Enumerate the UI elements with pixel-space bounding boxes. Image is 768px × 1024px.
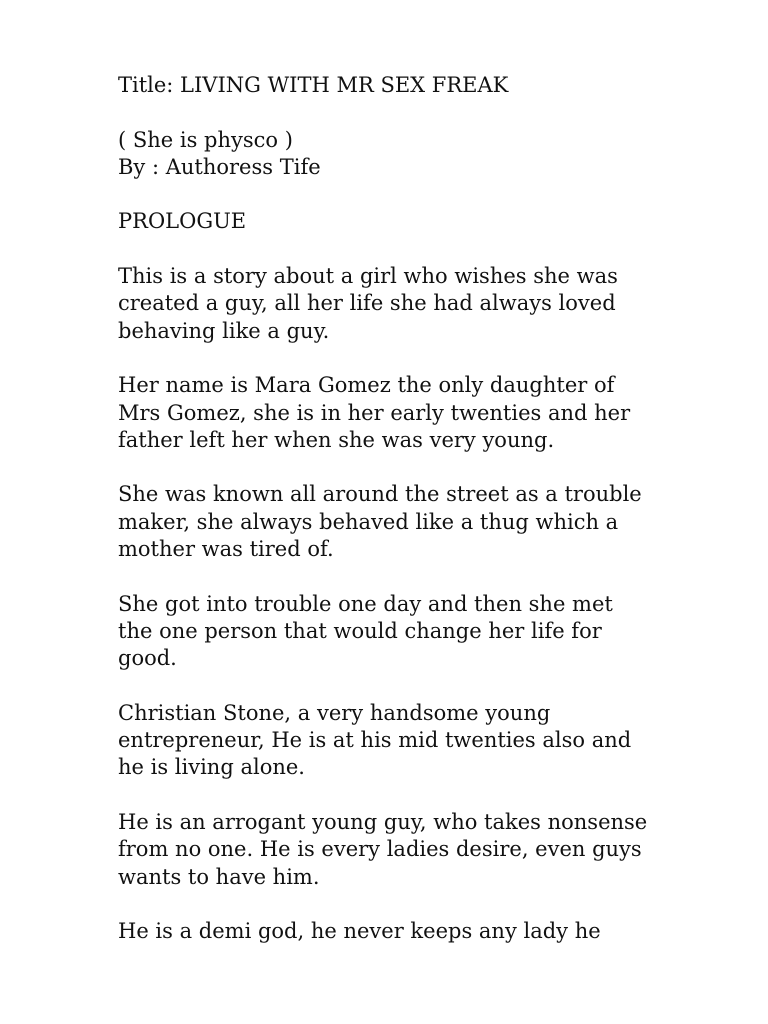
paragraph-line: mother was tired of. xyxy=(118,537,334,562)
paragraph-line: She was known all around the street as a trouble xyxy=(118,482,642,507)
paragraph-line: She got into trouble one day and then she met xyxy=(118,591,613,616)
paragraph-line: he is living alone. xyxy=(118,755,305,780)
paragraph-line: behaving like a guy. xyxy=(118,318,330,343)
paragraph xyxy=(118,700,678,782)
paragraph xyxy=(118,263,678,345)
paragraph xyxy=(118,591,678,673)
paragraph xyxy=(118,918,678,945)
paragraph xyxy=(118,372,678,454)
document-page xyxy=(118,72,678,973)
document-title: Title: LIVING WITH MR SEX FREAK xyxy=(118,73,509,97)
paragraph-line: good. xyxy=(118,646,177,671)
section-heading: PROLOGUE xyxy=(118,209,247,234)
section-heading-block xyxy=(118,208,678,235)
paragraph-line: Mrs Gomez, she is in her early twenties and her xyxy=(118,400,631,425)
paragraph-line: from no one. He is every ladies desire, even guys xyxy=(118,837,642,862)
paragraph xyxy=(118,809,678,891)
title-block xyxy=(118,72,678,99)
paragraph-line: maker, she always behaved like a thug which a xyxy=(118,509,619,534)
paragraph-line: entrepreneur, He is at his mid twenties also and xyxy=(118,728,632,753)
document-subtitle: ( She is physco ) xyxy=(118,127,293,152)
paragraph-line: wants to have him. xyxy=(118,864,320,889)
paragraph-line: father left her when she was very young. xyxy=(118,427,555,452)
paragraph-line: This is a story about a girl who wishes she was xyxy=(118,264,618,289)
paragraph-line: Her name is Mara Gomez the only daughter of xyxy=(118,373,615,398)
paragraph xyxy=(118,481,678,563)
paragraph-line: He is an arrogant young guy, who takes nonsense xyxy=(118,810,648,835)
byline-block xyxy=(118,127,678,182)
paragraph-line: created a guy, all her life she had always loved xyxy=(118,291,616,316)
paragraph-line: Christian Stone, a very handsome young xyxy=(118,700,551,725)
paragraph-line: the one person that would change her life for xyxy=(118,618,602,643)
paragraph-line: He is a demi god, he never keeps any lady he xyxy=(118,919,601,944)
document-author: By : Authoress Tife xyxy=(118,154,321,179)
